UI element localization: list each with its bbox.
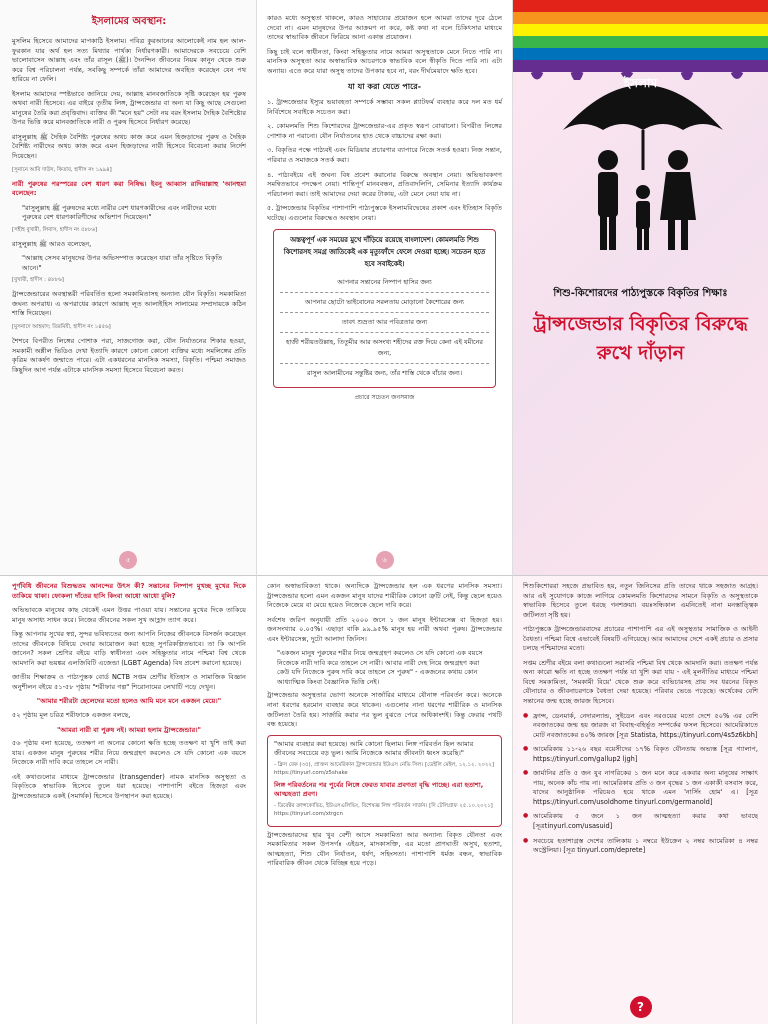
callout-line: রাসুল আলামীনের সন্তুষ্টির জন্য, তাঁর শাস্তি থেকে বাঁচার জন্য। [306,369,463,378]
stat-bullet: ● সবচেয়ে হতাশাগ্রস্ত দেশের তালিকায় ১ নম্বরে ইউক্রেন ২ নম্বর আমেরিকা ৪ নম্বর অস্ট্রেলিয়া। [সূত্র tinyurl.com/deprete] [523,837,758,856]
paragraph: কিছু চাই বলে স্বাধীনতা, কিংবা সহিষ্ণুতার নামে আমরা অসুস্থতাকে মেনে নিতে পারি না। মানসিক অসুস্থতা আর অস্বাভাবিক আচরণকে স্বাভাবিক বলে স্বীকৃতি দিতে পারি না। এটা অন্যায়। এতে করে যারা অসুস্থ তাদের উপকার হবে না, বরং দীর্ঘমেয়াদে ক্ষতি হবে। [267,47,502,75]
callout-line: আপনার সন্তানের নিষ্পাপ হাসির জন্য [280,273,489,293]
paragraph: ট্রান্সজেন্ডারের অবস্থান্তরী পরিবর্তিত হলো সমকামিতাসহ অন্যান্য যৌন বিকৃতি। সমকামিতা জঘন্য অপরাধ। এ অপরাধের কারণে আল্লাহ লূত আলাইহিস সালামের সম্প্রদায়কে কঠিন শাস্তি দিয়েছেন। [12,290,246,318]
question-mark-icon: ? [630,996,652,1018]
cover-badge-text: ইসলাম [623,76,658,90]
awareness-callout [273,229,496,388]
quote: "আমার ব্যবহার করা হয়েছে। আমি কোনো ছিলাম। লিঙ্গ পরিবর্তন ছিল আমার জীবনের সবচেয়ে বড় ভুল। আমি নিজেকে আমার জীবনটা ধ্বংস করেছি।" [274,739,474,758]
panel-west-stats [512,575,768,1024]
callout-title: অস্তত্বপূর্ণ এক সময়ের মুখে দাঁড়িয়ে রয়েছে বাংলাদেশ। কোমলমতি শিশু কিশোরসহ সমগ্র জাতিকেই এক মৃত্যুফাঁদে ফেলে দেওয়া হচ্ছে। সচেতন হতে হবে সবাইকেই। [283,236,486,269]
paragraph: পুর্ণবিধি জীবনের বিশুদ্ধতম আনন্দের উৎস কী? সন্তানের নিষ্পাপ মুখচ্ছ মুখের দিকে তাকিয়ে থাকা। ফোকলা দাঁতের হাসি কিংবা আধো আধো বুলি? [12,582,246,600]
cover-subtitle: শিশু-কিশোরদের পাঠ্যপুস্তকে বিকৃতির শিক্ষাঃ [553,288,728,299]
paragraph: এই কথাগুলোর মাধ্যমে ট্রান্সজেন্ডার (transgender) নামক মানসিক অসুস্থতা ও বিকৃতিকে স্বাভাবিক হিসেবে তুলে ধরা হয়েছে। পাশাপাশি বইতে হিজড়া এবং ট্রান্সজেন্ডারকে একই (সমার্থক) হিসেবে উপস্থাপন করা হয়েছে। [12,772,246,800]
quote: "একজন মানুষ পুরুষের শরীর নিয়ে জন্মগ্রহণ করলেও সে যদি কোনো এক বয়সে নিজেকে নারী দাবি করে তাহলে সে নারী। আবার নারী দেহ নিয়ে জন্মগ্রহণ করা কেউ যদি নিজেকে পুরুষ দাবি করে তাহলে সে পুরুষ" - একজনের কথায় কোন আধ্যাত্মিক কিংবা বৈজ্ঞানিক ভিত্তি নেই। [277,649,483,686]
paragraph: সর্বশেষ জরিপ অনুযায়ী প্রতি ২০০০ জনে ১ জন মানুষ ইন্টারসেক্স বা হিজড়া হয়। জনসংখ্যার ০.০৫%। এছাড়া বাকি ৯৯.৯৫% মানুষ হয় নারী অথবা পুরুষ। ট্রান্সজেন্ডার এবং ইন্টারসেক্স, দুটো আলাদা জিনিস। [267,615,502,643]
callout-line: হাজী শরীয়তউল্লাহ, তিতুমীর আর অসংখ্য শহীদের রক্ত দিয়ে কেনা এই যমীনের জন্য, [280,333,489,364]
action-item: ১. ট্রান্সজেন্ডার ইস্যুর ভয়াবহতা সম্পর্কে সম্ভাব্য সকল প্ল্যাটফর্ম ব্যবহার করে দল মত ধর্ম নির্বিশেষে সবাইকে সচেতন করা। [267,98,502,116]
page-number: ৬ [376,551,394,569]
stat-bullet: ● আমেরিকায় ১১-২৬ বছর বয়েসীদের ১৭% বিকৃত যৌনতায় অভ্যস্ত [সূত্র গ্যালাপ, https://tinyurl.com/gallup2 ljgh] [523,745,758,764]
paragraph: সপ্তম শ্রেণীর বইয়ে বলা কথাগুলো সরাসরি পশ্চিমা বিশ্ব থেকে আমদানি করা। ততক্ষণ পর্যন্ত অন্য কারো ক্ষতি না হচ্ছে ততক্ষণ পর্যন্ত যা খুশি করা যায় - এই মূলনীতির মাধ্যমে পশ্চিমা বিশ্বে সমকামিতা, 'সমকামী বিয়ে' থেকে শুরু করে ব্যভিচারসহ প্রায় সব ধরনের বিকৃত যৌনাচার ও জীবনাচরণকে বৈধতা দেয়া হয়েছে। পরিবার ভেঙে পড়েছে। অর্থেকের বেশি সন্তানের জন্ম হচ্ছে জারজ হিসেবে। [523,658,758,706]
quote: "আল্লাহ সেসব মানুষদের উপর অভিসম্পাত করেছেন যারা তাঁর সৃষ্টিতে বিকৃতি আনে।" [22,254,223,272]
paragraph: ট্রান্সজেন্ডার অসুস্থতার ভোগা অনেকে সার্জারির মাধ্যমে যৌনাঙ্গ পরিবর্তন করে। অনেকে নানা ধরণের হরমোন ব্যবহার করে থাকেন। এগুলোর নানা ধরণের শারীরিক ও মানসিক জটিলতা তৈরি হয়। সার্জারি করার পর ভুল বুঝতে পেরে অধিকাংশই। কিন্তু ফেরার পথটি বন্ধ হয়েছে। [267,691,502,729]
paragraph: ইসলাম আমাদের স্পষ্টভাবে জানিয়ে দেয়, আল্লাহ মানবজাতিকে সৃষ্টি করেছেন হয় পুরুষ অথবা নারী হিসেবে। এর বাইরে তৃতীয় লিঙ্গ, ট্রান্সজেন্ডার বা অন্য যা কিছু আছে সেগুলো মানুষের তৈরি করা প্রবৃত্তিবাদ। ব্যক্তির কী "মনে হয়" সেটা নয় বরং ইসলাম দৈহিক বৈশিষ্ট্যের উপর ভিত্তি করে মানবজাতিকে নারী ও পুরুষ হিসেবে নির্ধারণ করেছে। [12,89,246,127]
cover-title [523,310,758,367]
cover-badge [513,72,768,97]
panel-what-to-do [256,0,512,575]
caption: প্রচারে সচেতন জনসমাজ [354,394,415,402]
paragraph: পাঠ্যপুস্তকে ট্রান্সজেন্ডারবাদের প্রচারের পাশাপাশি এর এই অসুস্থতার সামাজিক ও আইনী বৈধতা। পশ্চিমা বিশ্বে এভাবেই বিষয়টি এগিয়েছে। আর আমাদের দেশে একই প্রচার ও প্রসার চলছে পশ্চিমাদের মতো। [523,625,758,653]
stat-bullet: ● ফ্রান্স, ডেনমার্ক, নেদারল্যান্ড, সুইডেন এবং নরওয়ের মতো দেশে ৫০% এর বেশি নবজাতকের জন্ম হয় জারজ বা বিবাহ-বহির্ভূত সম্পর্কের ফসল হিসেবে। আমেরিকাতে মোট নবজাতকের ৪০% জারজ [সূত্র Statista, https://tinyurl.com/4s5z6kbh] [523,712,758,741]
paragraph: ৫৬ পৃষ্ঠায় বলা হয়েছে, ততক্ষণ না অন্যের কোনো ক্ষতি হচ্ছে ততক্ষণ যা খুশি তাই করা যায়। একজন মানুষ পুরুষের শরীর নিয়ে জন্মগ্রহণ করলেও সে যদি কোনো এক বয়সে নিজেকে নারী দাবি করে তাহলে সে নারী। [12,739,246,767]
action-item: ৪. পাঠ্যবইয়ে এই জঘন্য বিষ প্রবেশ করানোর বিরুদ্ধে অবস্থান নেয়া। অভিভাবকগণ সমন্বিতভাবে পদক্ষেপ নেয়া। শান্তিপূর্ণ মানববন্ধন, প্রতিবাদলিপি, সেমিনার ইত্যাদি কার্যক্রম পরিচালনা করা। তাই আমাদের দেয়া করের টাকায়, এটা মেনে নেয়া যায় না। [267,170,502,198]
paragraph: রাসুলুল্লাহ ﷺ আরও বলেছেন, [12,239,92,248]
section-subheading: যা যা করা যেতে পারে- [347,82,422,92]
testimony-box [267,735,502,827]
source-citation: [সহীহ বুখারী, লিবাস, হাদীস নং ৫৮৮৬] [12,226,98,233]
paragraph: কিন্তু আপনার সুখের স্বপ্ন, সুন্দর ভবিষ্যতের জন্য আপনি নিজের জীবনকে বিসর্জন করেছেন তাদের জীবনকে বিষিয়ে দেবার আয়োজন করা হচ্ছে সুপরিকল্পিতভাবে। তা কি আপনি জানেন? সকল শ্রেণির বইয়ে বাড়ি স্বাধীনতা এবং সহিষ্ণুতার নামে পশ্চিমা বিশ্ব থেকে আমদানি করা ভয়ঙ্কর এলজিবিটি এজেন্ডা (LGBT Agenda) বিষ প্রবেশ করানো হয়েছে। [12,630,246,667]
source-citation: - ডিরেক্টর ক্রান্সকোভিচ, ইউএসএলিভিং, বিশেষজ্ঞ লিঙ্গ পরিবর্তন সার্জন। [দি টেলিগ্রাফ ২৫.১০.২০২১] https://tinyurl.com/xtrgcn [274,802,493,817]
section-heading: ইসলামের অবস্থান: [91,16,167,27]
quote: "আমার শরীরটা ছেলেদের মতো হলেও আমি মনে মনে একজন মেয়ে।" [36,697,222,706]
action-item: ৩. বিকৃতির পক্ষে পাঠ্যবই এবং মিডিয়ার প্রচারণার ব্যাপারে নিজে সতর্ক হওয়া। নিজ সন্তান, পরিবার ও সমাজকে সতর্ক করা। [267,146,502,165]
panel-islam-position [0,0,256,575]
stat-bullet: ● জার্মানির প্রতি ৫ জন যুব নাগরিকের ১ জন মনে করে একবার অন্য মানুষের সাক্ষাৎ পায়, অনেক কাঁচ পায় না। আমেরিকায় প্রতি ৩ জন বৃদ্ধের ১ জন একাকী বসবাস করে, যাদের আনুষ্ঠানিক পরিচয়ও হয়ে থাকে এমন 'নার্সিং হোম' এ। [সূত্র https://tinyurl.com/usoldhome tinyurl.com/germanold] [523,769,758,807]
quote: লিঙ্গ পরিবর্তনের পর পুর্বের লিঙ্গে ফেরত যাবার প্রবণতা বৃদ্ধি পাচ্ছে। এরা হতাশা, আত্মহত্যা প্রবণ। [274,780,484,799]
paragraph: জাতীয় শিক্ষাক্রম ও পাঠ্যপুস্তক বোর্ড NCTB সপ্তম শ্রেণীর ইতিহাস ও সামাজিক বিজ্ঞান অনুশীলন বইয়ে ৫১-৫৮ পৃষ্ঠায় "শরীফার গল্প" শিরোনামের লেখাটি পড়ে দেখুন। [12,673,246,691]
source-citation: - ক্লিস বেক (৩৫), প্রাক্তন আমেরিকান ট্রান্সজেন্ডার ইউএস নেভি সিল। [ডেইলি মেইল, ১২.১২. ২০২২] https://tinyurl.com/z5shake [274,761,494,776]
action-item: ২. কোমলমতি শিশু কিশোরদের ট্রান্সজেন্ডার-এর প্রকৃত স্বরূপ বোঝানো। বিপরীত লিঙ্গের পোশাক না পরানো। যৌন নির্যাতনের হাত থেকে বাচ্চাদের রক্ষা করা। [267,122,502,140]
paragraph: শৈশবে বিপরীত লিঙ্গের পোশাক পরা, সাজগোজ করা, যৌন নির্যাতনের শিকার হওয়া, সমকামী অশ্লীল ভিডিও দেখা ইত্যাদি কারণে কোনো কোনো ব্যক্তির মধ্যে সমলিঙ্গের প্রতি কৃত্রিম আকর্ষণ জন্মাতে পারে। এটা একধরনের মানসিক সমস্যা, বিকৃতি। পশ্চিমা সমাজও কিছুদিন আগ পর্যন্ত এটাকে মানসিক সমস্যা হিসেবে বিবেচনা করত। [12,337,246,374]
cover-title-line: রুখে দাঁড়ান [596,341,685,364]
paragraph: রাসুলুল্লাহ ﷺ দৈহিক বৈশিষ্ট্য পুরুষের অথচ কাজ করে এমন হিজড়াদের পুরুষ ও দৈহিক বৈশিষ্ট্য নারীদের অথচ কাজ করে এমন হিজড়াদের নারী হিসেবে বিবেচনা করার নির্দেশ দিয়েছেন। [12,132,246,161]
paragraph: কোন অস্বাভাবিকতা থাকে। অন্যদিকে ট্রান্সজেন্ডার হল এক ধরণের মানসিক সমস্যা। ট্রান্সজেন্ডার হলো এমন একজন মানুষ যাদের শারীরিক কোনো ত্রুটি নেই, কিন্তু ছেলে হয়েও নিজেকে মেয়ে বা মেয়ে হয়েও নিজেকে ছেলে দাবি করে। [267,582,502,610]
stat-bullet: ● আমেরিকায় ৫ জনে ১ জন আত্মহত্যা করার কথা ভাবছে [সূত্রtinyurl.com/usasuid] [523,812,758,831]
source-citation: [মুসনাদে আহমাদ; তিরমিযী, হাদীস নং ১৪৫৬] [12,324,111,331]
panel-cover [512,0,768,575]
paragraph: শিশুকিশোররা সহজে প্রভাবিত হয়, নতুন জিনিসের প্রতি তাদের থাকে সহজাত আগ্রহ। আর এই সুযোগকে কাজে লাগিয়ে কোমলমতি কিশোরদের সামনে বিকৃতি ও অসুস্থতাকে স্বাভাবিক হিসেবে তুলে ধরছে গনশক্রয়া। বয়ঃসন্ধিকাল এমনিতেই নানা মনস্তাত্ত্বিক জটিলতা সৃষ্টি হয়। [523,582,758,619]
paragraph: নারী পুরুষের পরস্পরের বেশ ধারণ করা নিষিদ্ধ। ইবনু আব্বাস রাদিয়াল্লাহু 'আনহুমা বলেছেন: [12,179,246,198]
callout-line: তাবৎ শুভ্রতা আর পবিত্রতার জন্য [280,313,489,333]
paragraph: কারও মধ্যে অসুস্থতা থাকলে, কারও সাহায্যের প্রয়োজন হলে আমরা তাদের দূরে ঠেলে দেবো না। এমন মানুষদের উপর আক্রমণ না করে, কষ্ট কথা না বলে চিকিৎসার মাধ্যমে তাদের স্বাভাবিক জীবনে ফিরিয়ে আনা একান্ত প্রয়োজন। [267,14,502,42]
paragraph: ট্রান্সজেন্ডারদের হার খুব বেশী আসে সমকামিতা আর অন্যান্য বিকৃত যৌনতা এবং সমকামিতার সকল উপসর্গঃ এইডস, মাদকাসক্তি, এর মতো প্রাণঘাতী অসুখ, হতাশা, আত্মহত্যা, শিশু যৌন নির্যাতন, ধর্ষণ, সহিংসতা। পাশাপাশি ধর্মজ বন্ধন, স্বাভাবিক পারিবারিক জীবন থেকে বিচ্ছিন্ন হয়ে পড়ে। [267,830,502,868]
source-citation: [সুনানে আবি দাউদ, কিতাব, হাদীস নং ১৯৯৪] [12,166,112,173]
quote: "আমরা নারী বা পুরুষ নই। আমরা হলাম ট্রান্সজেন্ডার।" [56,725,201,734]
callout-line: আপনার ছোটো ভাইবোনের সরলতায় মোড়ানো কৈশোরের জন্য [280,293,489,313]
source-citation: [বুখারী, হাদীস : ৪৮৮৬] [12,277,64,284]
cover-title-line: ট্রান্সজেন্ডার বিকৃতির বিরুদ্ধে [533,313,748,335]
page-number: ৫ [119,551,137,569]
quote: "রাসুলুল্লাহ ﷺ পুরুষদের মধ্যে নারীর বেশ ধারণকারীদের এবং নারীদের মধ্যে পুরুষের বেশ ধারণকারিণীদের অভিশাপ দিয়েছেন।" [22,203,217,222]
paragraph: ৫২ পৃষ্ঠায় মূল চরিত্র শরীফাকে একজন বলছে, [12,711,131,720]
panel-textbook-story [0,575,256,1024]
paragraph: অভিভাবকে মানুষের কাছ থেকেই এমন উত্তর পাওয়া যায়। সন্তানের মুখের দিকে তাকিয়ে মানুষ অসাধ্য সাধন করে। নিজের জীবনের সকল সুখ আহ্লাদ ত্যাগ করে। [12,606,246,624]
action-item: ৫. ট্রান্সজেন্ডার বিকৃতির পাশাপাশি পাঠ্যপুস্তকে ইসলামবিদ্বেষের প্রকাশ এবং ইতিহাস বিকৃতি ঘটেছে। এগুলোর বিরুদ্ধেও অবস্থান নেয়া। [267,204,502,222]
panel-facts [256,575,512,1024]
paragraph: মুসলিম হিসেবে আমাদের মাপকাঠি ইসলাম। পবিত্র কুরআনের আলোকেই নাম হল আল-ফুরকান যার অর্থ হল সত্য মিথ্যার পার্থক্য নির্ধারণকারী। আমাদেরকে সবচেয়ে বেশি ভালোবাসেন আল্লাহ এবং তাঁর রাসূল (ﷺ)। দৈনন্দিন জীবনের নিয়ম কানুন থেকে শুরু করে বিশ্ব পরিচালনা পর্যন্ত, সবকিছু সম্পর্কে তাঁরা আমাদের অবহিত করেছেন যেন পথ হারিয়ে না ফেলি। [12,37,247,84]
